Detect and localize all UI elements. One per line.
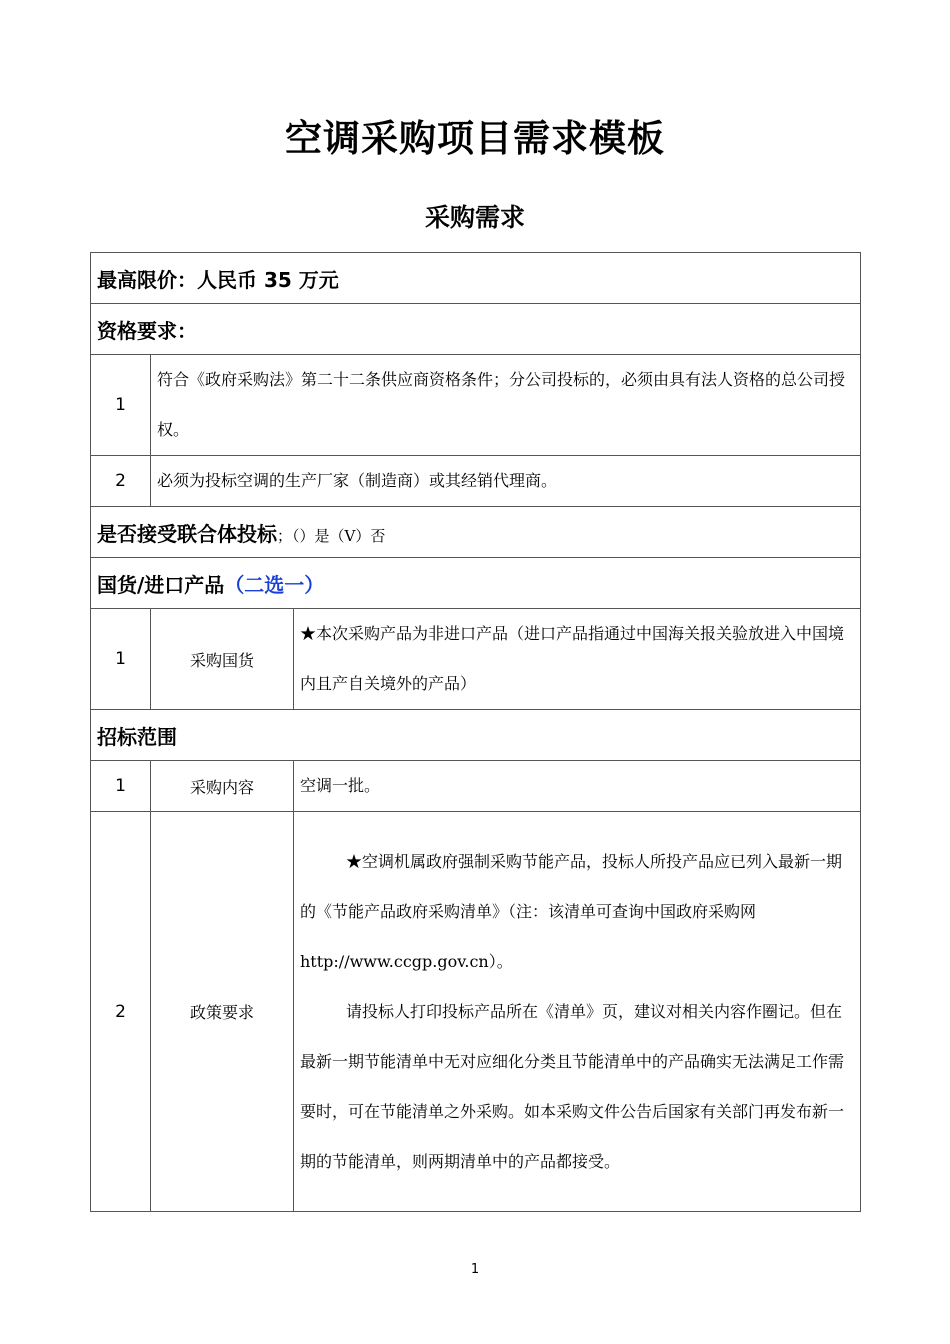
scope-text: 空调一批。 (294, 761, 861, 812)
origin-heading-cell (91, 558, 861, 609)
origin-text: ★本次采购产品为非进口产品（进口产品指通过中国海关报关验放进入中国境内且产自关境外的产品） (294, 609, 861, 710)
consortium-label: 是否接受联合体投标 (97, 521, 277, 546)
row-label: 采购内容 (151, 761, 294, 812)
consortium-options: ；（）是（V）否 (277, 526, 386, 545)
row-number: 1 (91, 355, 151, 456)
table-row (91, 355, 861, 456)
row-number: 2 (91, 456, 151, 507)
row-number: 2 (91, 812, 151, 1212)
policy-paragraph: ★空调机属政府强制采购节能产品，投标人所投产品应已列入最新一期的《节能产品政府采购清单》（注：该清单可查询中国政府采购网 http://www.ccgp.gov.cn）。 (300, 851, 843, 971)
scope-heading-row (91, 710, 861, 761)
table-row (91, 761, 861, 812)
row-label: 采购国货 (151, 609, 294, 710)
consortium-row (91, 507, 861, 558)
row-number: 1 (91, 761, 151, 812)
qualification-text: 必须为投标空调的生产厂家（制造商）或其经销代理商。 (151, 456, 861, 507)
requirements-table (90, 252, 861, 1212)
origin-note: （二选一） (224, 572, 325, 597)
table-row (91, 609, 861, 710)
qualification-text: 符合《政府采购法》第二十二条供应商资格条件；分公司投标的，必须由具有法人资格的总公司授权。 (151, 355, 861, 456)
policy-text (294, 812, 861, 1212)
qualification-heading: 资格要求： (91, 304, 861, 355)
table-row (91, 812, 861, 1212)
row-label: 政策要求 (151, 812, 294, 1212)
origin-heading-row (91, 558, 861, 609)
policy-paragraph: 请投标人打印投标产品所在《清单》页，建议对相关内容作圈记。但在最新一期节能清单中无对应细化分类且节能清单中的产品确实无法满足工作需要时，可在节能清单之外采购。如本采购文件公告后国家有关部门再发布新一期的节能清单，则两期清单中的产品都接受。 (300, 1001, 845, 1171)
max-price-row (91, 253, 861, 304)
max-price: 最高限价：人民币 35 万元 (91, 253, 861, 304)
qualification-heading-row (91, 304, 861, 355)
section-subtitle: 采购需求 (424, 203, 525, 232)
row-number: 1 (91, 609, 151, 710)
origin-heading: 国货/进口产品 (97, 572, 225, 597)
table-row (91, 456, 861, 507)
scope-heading: 招标范围 (91, 710, 861, 761)
page-number: 1 (470, 1262, 480, 1277)
consortium-cell (91, 507, 861, 558)
document-title: 空调采购项目需求模板 (285, 117, 665, 160)
